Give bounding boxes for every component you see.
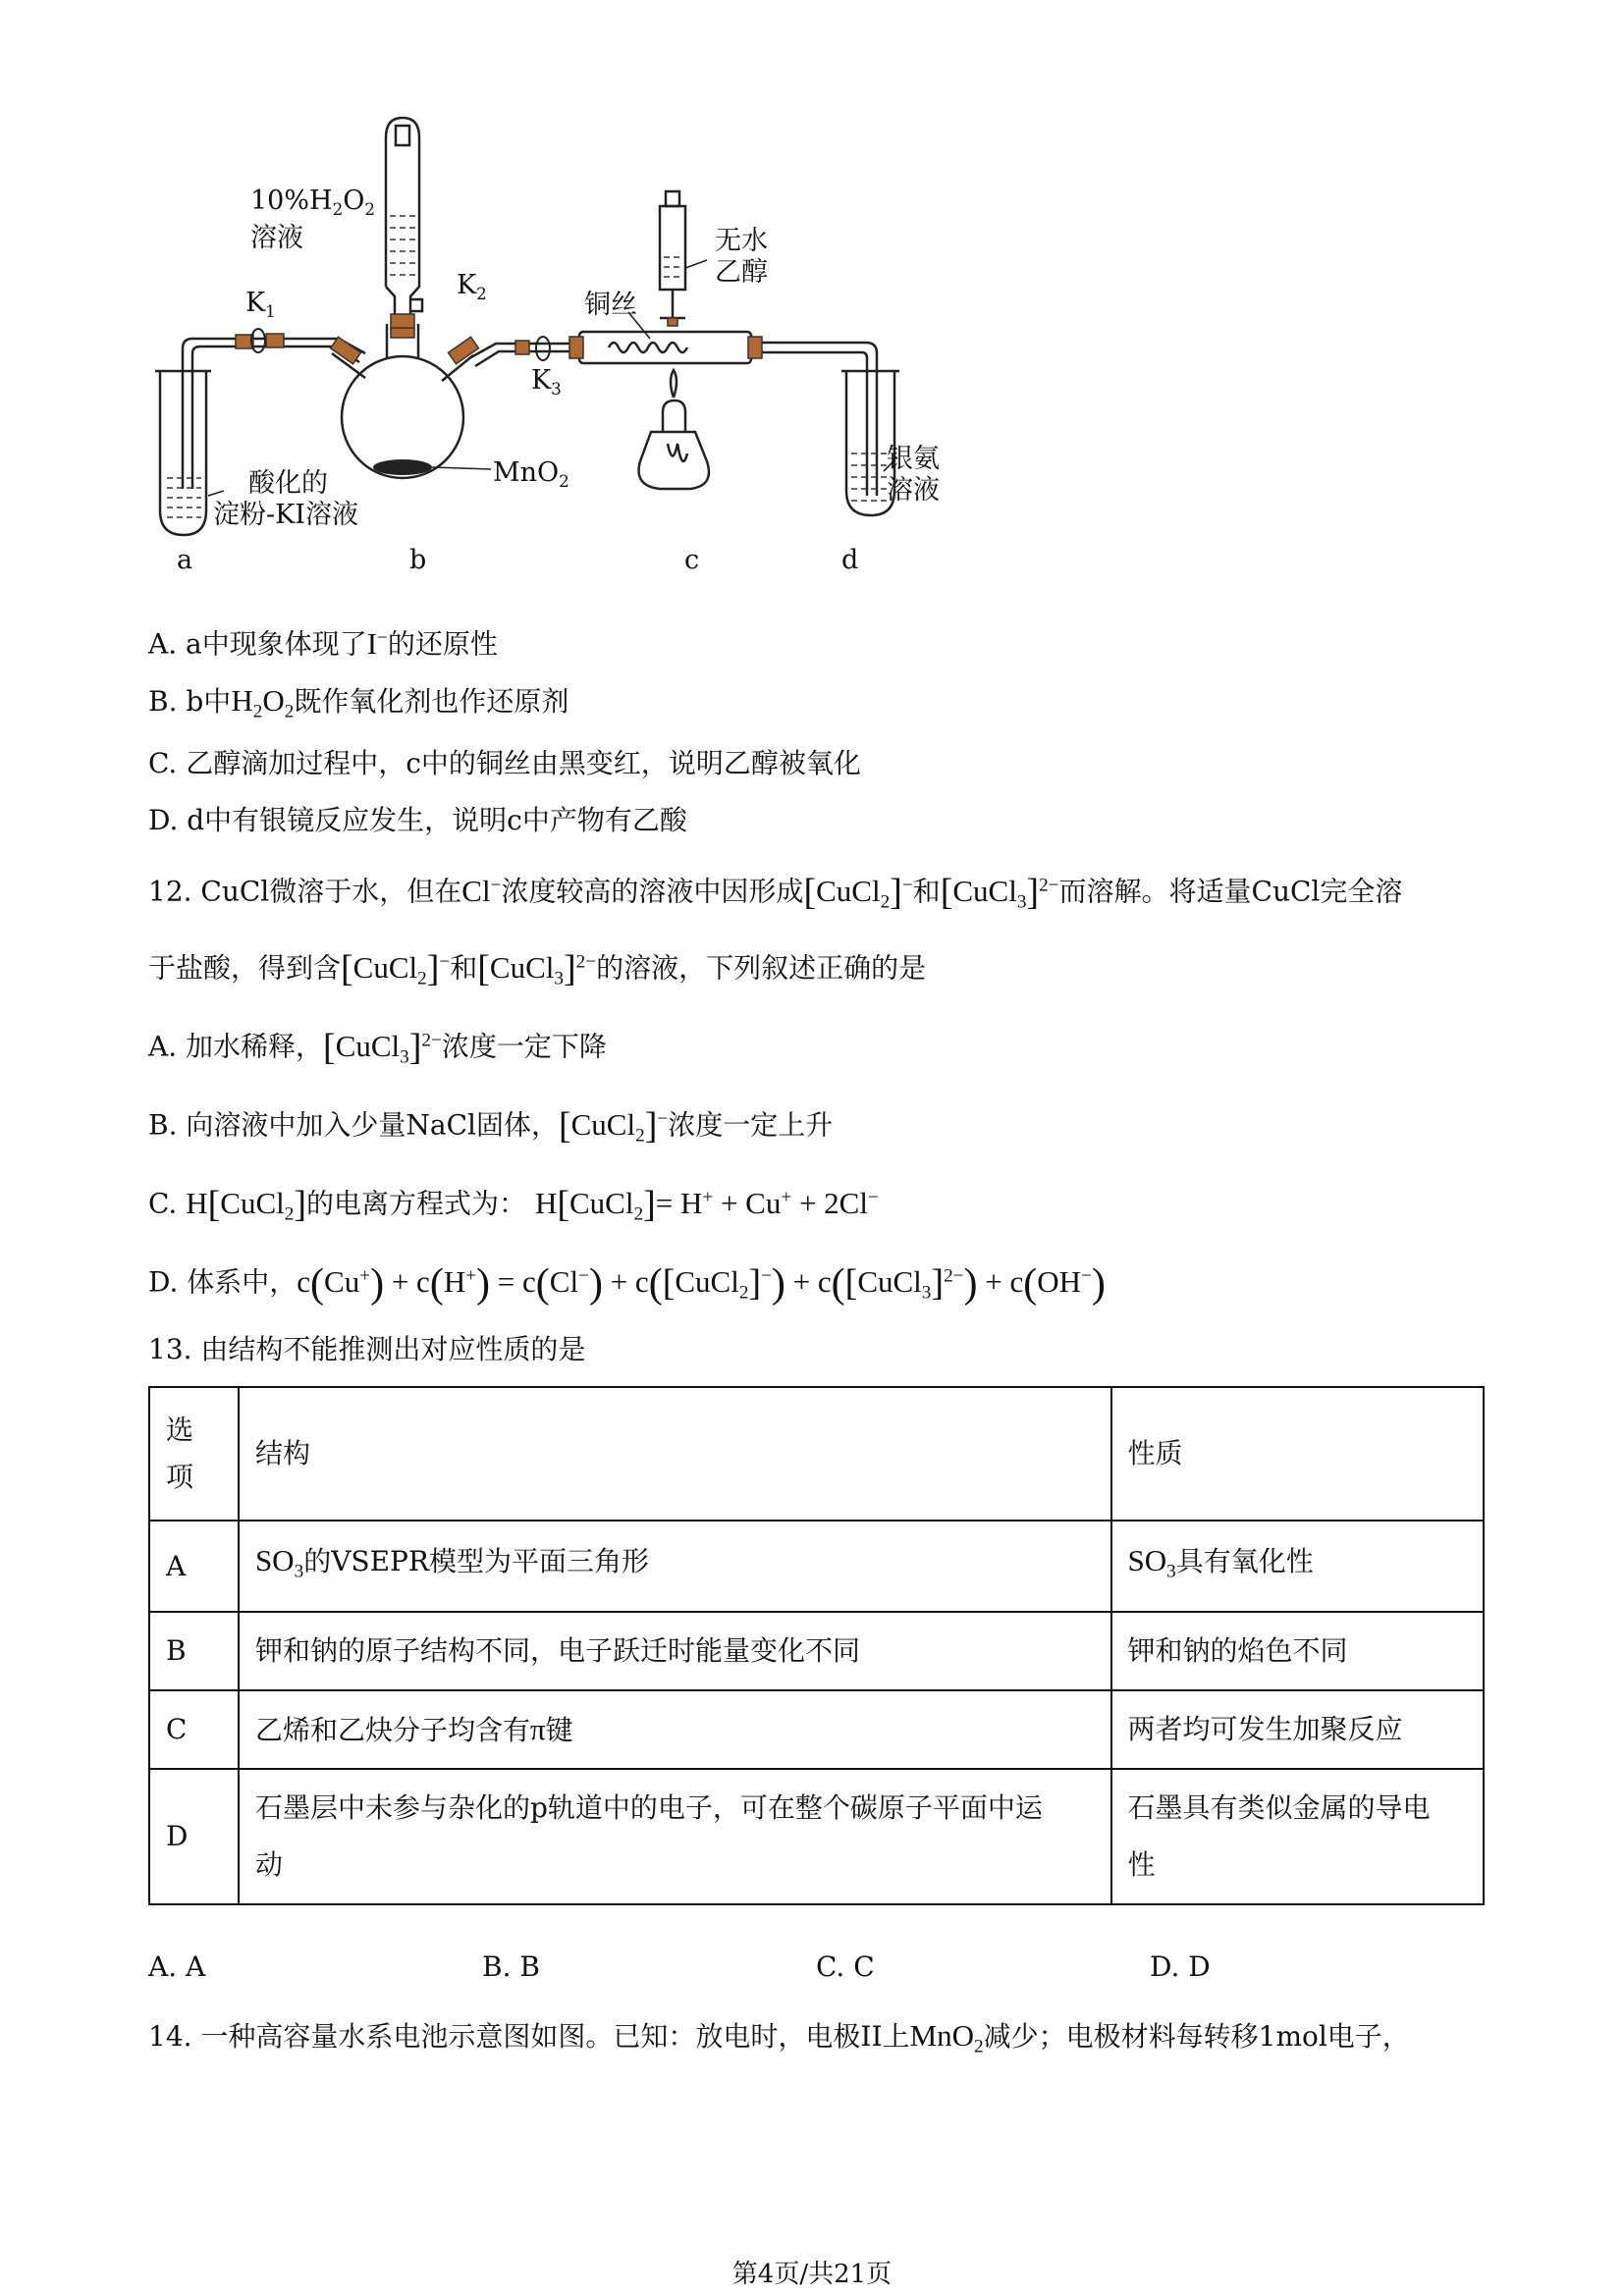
q13-answer-d: D. D [1150, 1950, 1211, 1983]
row-property: 石墨具有类似金属的导电 性 [1111, 1769, 1484, 1904]
row-option: C [149, 1690, 239, 1769]
header-property: 性质 [1111, 1387, 1484, 1521]
q13-options-table [148, 1386, 1485, 1905]
q14-stem: 14. 一种高容量水系电池示意图如图。已知：放电时，电极II上MnO$_2$减少；电极材料每转移1mol电子， [148, 2018, 1410, 2057]
part-d-label: d [841, 545, 859, 575]
header-structure: 结构 [239, 1387, 1111, 1521]
q11-option-a: A. a中现象体现了I−的还原性 [148, 625, 498, 661]
mno2-label: MnO$_2$ [493, 457, 569, 491]
row-property: 钾和钠的焰色不同 [1111, 1612, 1484, 1690]
row-structure: 钾和钠的原子结构不同，电子跃迁时能量变化不同 [239, 1612, 1111, 1690]
part-b-label: b [409, 545, 427, 575]
part-a-label: a [177, 545, 193, 575]
row-option: D [149, 1769, 239, 1904]
q13-title: 13. 由结构不能推测出对应性质的是 [148, 1333, 586, 1365]
q11-option-d: D. d中有银镜反应发生，说明c中产物有乙酸 [148, 804, 687, 836]
q12-option-d: D. 体系中，c(Cu+) + c(H+) = c(Cl−) + c([CuCl$_2$]−) + c([CuCl$_3$]$^{2-}$) + c(OH−) [148, 1260, 1106, 1307]
table-row [149, 1521, 1484, 1612]
q11-option-c: C. 乙醇滴加过程中，c中的铜丝由黑变红，说明乙醇被氧化 [148, 747, 861, 779]
q12-stem-line2: 于盐酸，得到含[CuCl$_2$]−和[CuCl$_3$]$^{2-}$的溶液，下列叙述正确的是 [148, 947, 927, 989]
row-structure: 石墨层中未参与杂化的p轨道中的电子，可在整个碳原子平面中运 动 [239, 1769, 1111, 1904]
k1-label: $K_1$ [245, 288, 276, 321]
q12-stem-line1: 12. CuCl微溶于水，但在Cl−浓度较高的溶液中因形成[CuCl$_2$]−和[CuCl$_3$]$^{2-}$而溶解。将适量CuCl完全溶 [148, 871, 1403, 913]
row-property: $SO_3$具有氧化性 [1111, 1521, 1484, 1612]
copper-wire-label: 铜丝 [584, 290, 637, 320]
row-structure: $SO_3$的VSEPR模型为平面三角形 [239, 1521, 1111, 1612]
row-structure: 乙烯和乙炔分子均含有π键 [239, 1690, 1111, 1769]
table-header-row [149, 1387, 1484, 1521]
table-row [149, 1612, 1484, 1690]
q12-option-c: C. H[CuCl$_2$]的电离方程式为： H[CuCl$_2$]= H+ + Cu+ + 2Cl− [148, 1183, 879, 1225]
q13-answer-b: B. B [482, 1950, 540, 1983]
q13-answer-a: A. A [148, 1950, 206, 1983]
k2-label: $K_2$ [457, 270, 487, 303]
h2o2-label: $10\%H_2O_2$ 溶液 [250, 186, 376, 253]
table-row [149, 1769, 1484, 1904]
row-option: B [149, 1612, 239, 1690]
table-row [149, 1690, 1484, 1769]
q12-option-a: A. 加水稀释，[CuCl$_3$]$^{2-}$浓度一定下降 [148, 1026, 607, 1068]
k3-label: $K_3$ [531, 365, 562, 399]
header-option: 选 项 [149, 1387, 239, 1521]
row-property: 两者均可发生加聚反应 [1111, 1690, 1484, 1769]
ethanol-label: 无水 乙醇 [715, 226, 768, 288]
q11-option-b: B. b中$H_2O_2$既作氧化剂也作还原剂 [148, 683, 569, 722]
acidified-ki-label: 酸化的 淀粉-KI溶液 [213, 468, 358, 530]
q13-answer-c: C. C [816, 1950, 875, 1983]
page-footer: 第4页/共21页 [731, 2260, 893, 2289]
part-c-label: c [684, 545, 700, 575]
q12-option-b: B. 向溶液中加入少量NaCl固体，[CuCl$_2$]−浓度一定上升 [148, 1104, 834, 1147]
row-option: A [149, 1521, 239, 1612]
silver-ammonia-label: 银氨 溶液 [887, 444, 940, 506]
